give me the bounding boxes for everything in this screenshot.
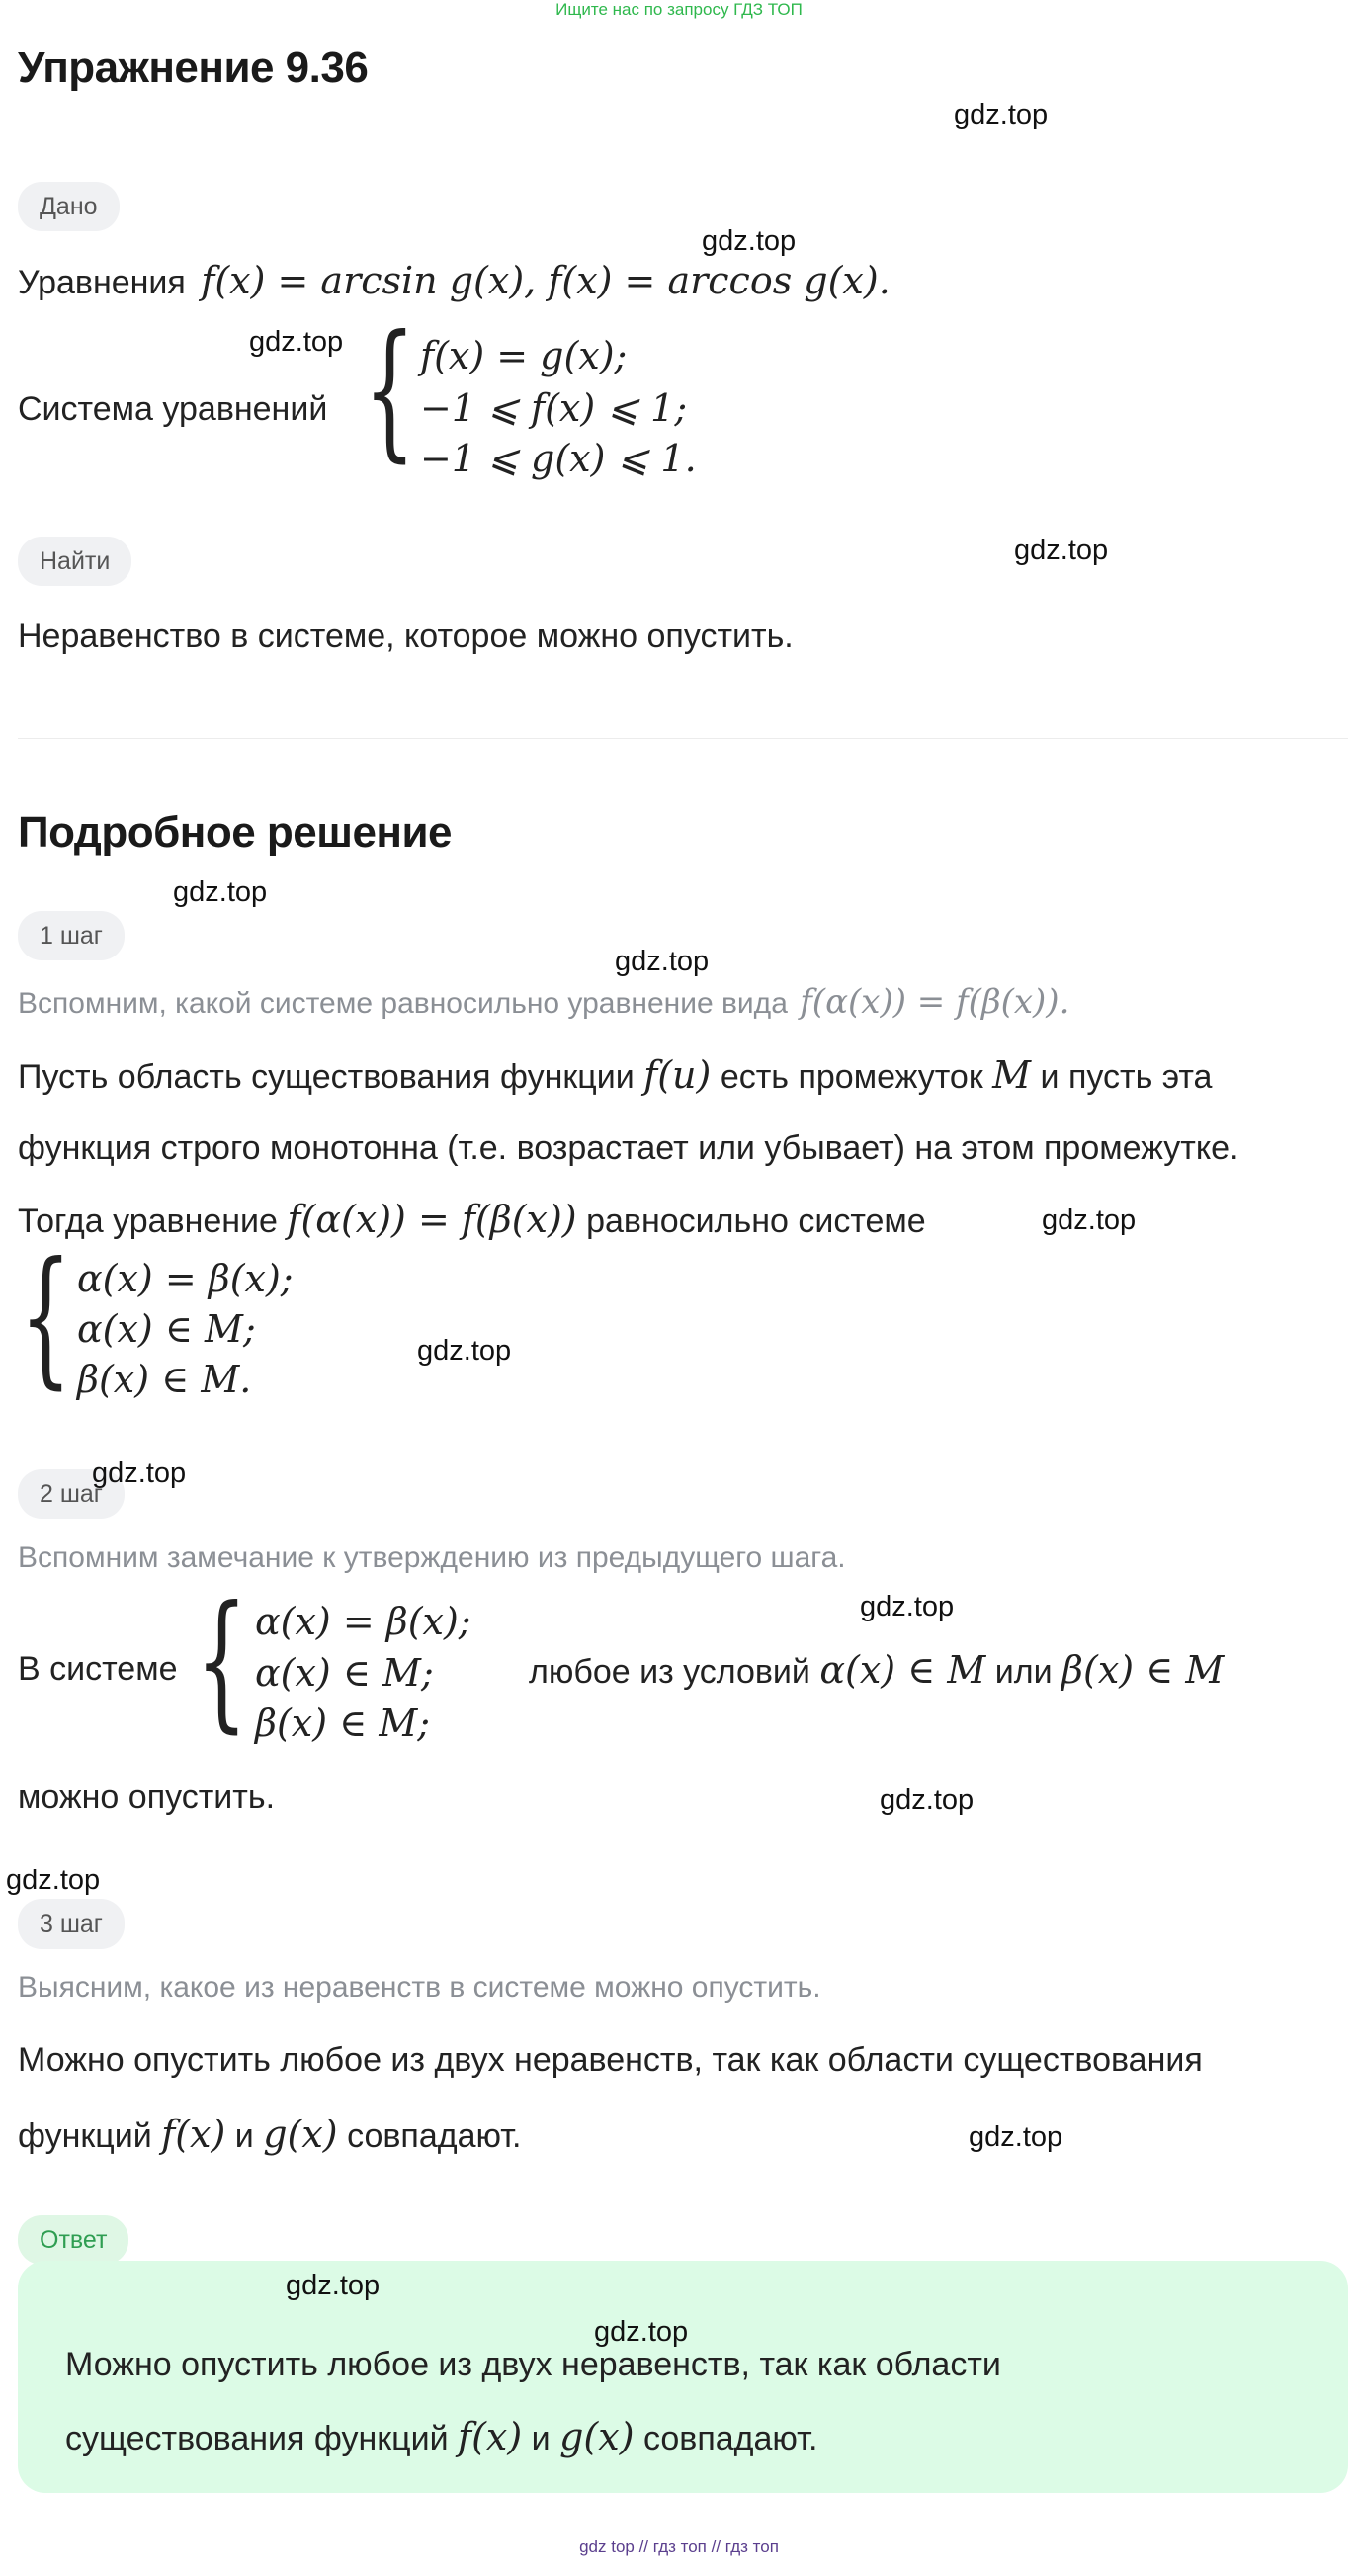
watermark: gdz.top: [1014, 535, 1109, 566]
left-brace-icon: {: [364, 304, 416, 476]
watermark: gdz.top: [615, 946, 710, 977]
watermark: gdz.top: [6, 1865, 101, 1896]
section-divider: [18, 738, 1348, 739]
step3-pill: 3 шаг: [18, 1899, 125, 1949]
step1-line3: [18, 1198, 926, 1241]
step2-hint: Вспомним замечание к утверждению из предыдущего шага.: [18, 1541, 846, 1574]
left-brace-icon: {: [20, 1231, 72, 1403]
answer-pill: Ответ: [18, 2215, 128, 2265]
step1-line2: функция строго монотонна (т.е. возрастает или убывает) на этом промежутке.: [18, 1129, 1239, 1167]
watermark: gdz.top: [880, 1785, 975, 1816]
step3-line2-math2: g(x): [263, 2113, 338, 2156]
step3-line2-b: и: [234, 2118, 254, 2155]
step1-line1-c: и пусть эта: [1040, 1058, 1213, 1096]
given-system-row-2: −1 ⩽ f(x) ⩽ 1;: [420, 386, 688, 430]
watermark: gdz.top: [954, 99, 1049, 130]
watermark: gdz.top: [702, 225, 797, 257]
step3-line2: [18, 2113, 522, 2156]
step3-line2-c: совпадают.: [347, 2118, 522, 2155]
watermark: gdz.top: [173, 876, 268, 908]
left-brace-icon: {: [196, 1575, 248, 1747]
footer-links[interactable]: gdz top // гдз топ // гдз топ: [579, 2537, 779, 2556]
watermark: gdz.top: [969, 2121, 1063, 2153]
answer-line2-c: совпадают.: [642, 2420, 818, 2457]
step1-line1-math2: M: [992, 1053, 1032, 1097]
answer-line2-a: существования функций: [65, 2420, 449, 2457]
watermark: gdz.top: [860, 1591, 955, 1622]
step3-line2-math1: f(x): [161, 2113, 226, 2156]
equations-label: Уравнения: [18, 264, 186, 301]
find-text: Неравенство в системе, которое можно опустить.: [18, 618, 794, 655]
page-title: Упражнение 9.36: [18, 43, 369, 92]
step2-cond1: α(x) ∈ M: [819, 1648, 986, 1692]
find-pill: Найти: [18, 537, 131, 586]
answer-line2-math1: f(x): [458, 2415, 523, 2458]
watermark: gdz.top: [594, 2316, 689, 2348]
search-banner[interactable]: Ищите нас по запросу ГДЗ ТОП: [555, 0, 803, 19]
step3-line2-a: функций: [18, 2118, 152, 2155]
given-system-row-3: −1 ⩽ g(x) ⩽ 1.: [420, 437, 697, 480]
step1-system-row-1: α(x) = β(x);: [77, 1257, 294, 1300]
watermark: gdz.top: [92, 1457, 187, 1489]
step1-line1-b: есть промежуток: [720, 1058, 983, 1096]
step1-hint: [18, 982, 1069, 1022]
step1-hint-text: Вспомним, какой системе равносильно уравнение вида: [18, 987, 788, 1020]
step3-hint: Выясним, какое из неравенств в системе можно опустить.: [18, 1971, 821, 2004]
step2-tail: можно опустить.: [18, 1779, 276, 1816]
watermark: gdz.top: [286, 2270, 381, 2301]
equations-math: f(x) = arcsin g(x), f(x) = arccos g(x).: [201, 259, 891, 302]
answer-line2-math2: g(x): [559, 2415, 635, 2458]
equations-line: [18, 259, 891, 302]
step1-line3-b: равносильно системе: [586, 1203, 926, 1240]
solution-heading: Подробное решение: [18, 808, 453, 857]
watermark: gdz.top: [249, 326, 344, 358]
step1-system-row-3: β(x) ∈ M.: [77, 1358, 252, 1401]
step1-line1-a: Пусть область существования функции: [18, 1058, 635, 1096]
step1-pill: 1 шаг: [18, 911, 125, 960]
step2-system-row-1: α(x) = β(x);: [255, 1600, 471, 1643]
step2-or: или: [994, 1653, 1053, 1691]
step2-prefix: В системе: [18, 1650, 178, 1688]
answer-line2: [65, 2415, 817, 2458]
answer-line2-b: и: [531, 2420, 551, 2457]
step1-line1-math1: f(u): [643, 1053, 712, 1097]
step2-conditions: [529, 1648, 1224, 1692]
given-system-row-1: f(x) = g(x);: [420, 334, 628, 377]
step1-line1: [18, 1053, 1212, 1097]
step2-cond2: β(x) ∈ M: [1061, 1648, 1225, 1692]
step1-line3-math: f(α(x)) = f(β(x)): [287, 1198, 577, 1241]
step1-hint-math: f(α(x)) = f(β(x)).: [800, 982, 1070, 1022]
system-label: Система уравнений: [18, 390, 328, 428]
step2-system-row-3: β(x) ∈ M;: [255, 1702, 431, 1745]
step1-line3-a: Тогда уравнение: [18, 1203, 278, 1240]
answer-line1: Можно опустить любое из двух неравенств, так как области: [65, 2346, 1001, 2383]
step2-mid: любое из условий: [529, 1653, 810, 1691]
step1-system-row-2: α(x) ∈ M;: [77, 1307, 256, 1351]
given-pill: Дано: [18, 182, 120, 231]
watermark: gdz.top: [1042, 1205, 1137, 1236]
watermark: gdz.top: [417, 1335, 512, 1367]
step2-pill: 2 шаг: [18, 1469, 125, 1519]
step3-line1: Можно опустить любое из двух неравенств, так как области существования: [18, 2041, 1203, 2079]
step2-system-row-2: α(x) ∈ M;: [255, 1651, 434, 1695]
